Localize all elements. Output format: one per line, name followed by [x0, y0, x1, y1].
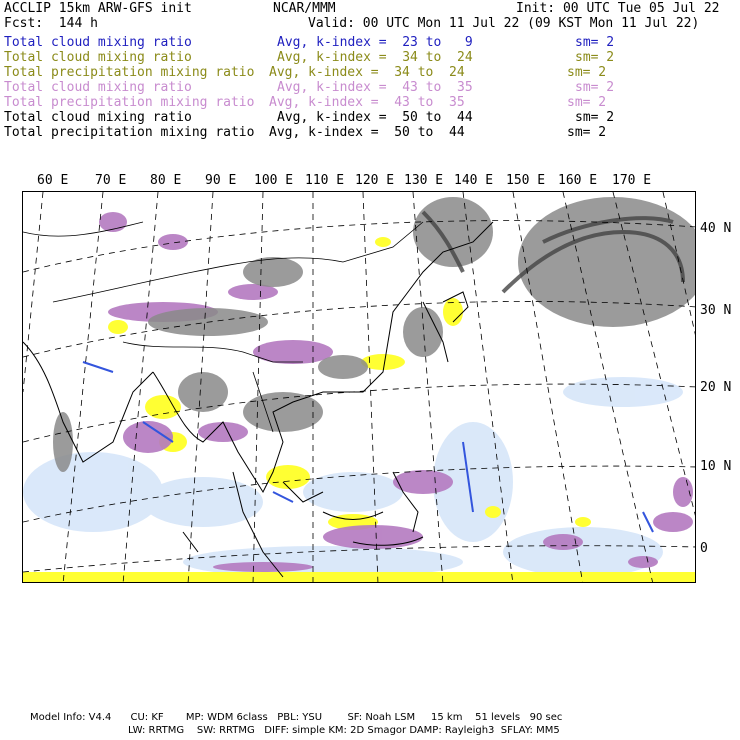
lon-label: 160 E — [558, 173, 598, 188]
lat-label: 20 N — [700, 380, 732, 395]
legend-avg: Avg, k-index = 34 to 24 — [277, 50, 473, 65]
lat-label: 10 N — [700, 459, 732, 474]
legend-avg: Avg, k-index = 43 to 35 — [269, 95, 465, 110]
lon-label: 150 E — [506, 173, 546, 188]
legend-name: Total cloud mixing ratio — [4, 50, 192, 65]
model-info-line1: Model Info: V4.4 CU: KF MP: WDM 6class PBL: YSU SF: Noah LSM 15 km 51 levels 90 sec — [30, 712, 563, 723]
lon-label: 110 E — [305, 173, 345, 188]
legend-name: Total precipitation mixing ratio — [4, 125, 255, 140]
model-info-line2: LW: RRTMG SW: RRTMG DIFF: simple KM: 2D Smagor DAMP: Rayleigh3 SFLAY: MM5 — [128, 725, 560, 736]
map-panel — [22, 191, 696, 583]
legend-sm: sm= 2 — [567, 125, 607, 140]
legend-avg: Avg, k-index = 50 to 44 — [269, 125, 465, 140]
lon-label: 100 E — [254, 173, 294, 188]
legend-name: Total precipitation mixing ratio — [4, 95, 255, 110]
lon-label: 170 E — [612, 173, 652, 188]
lon-label: 70 E — [95, 173, 127, 188]
legend-name: Total precipitation mixing ratio — [4, 65, 255, 80]
init-time: Init: 00 UTC Tue 05 Jul 22 — [516, 1, 720, 16]
forecast-map — [23, 192, 696, 583]
lon-label: 140 E — [454, 173, 494, 188]
legend-name: Total cloud mixing ratio — [4, 35, 192, 50]
lat-label: 30 N — [700, 303, 732, 318]
legend-sm: sm= 2 — [575, 80, 615, 95]
valid-time: Valid: 00 UTC Mon 11 Jul 22 (09 KST Mon 11 Jul 22) — [308, 16, 700, 31]
legend-sm: sm= 2 — [575, 35, 615, 50]
lon-label: 130 E — [404, 173, 444, 188]
legend-sm: sm= 2 — [567, 95, 607, 110]
lon-label: 120 E — [355, 173, 395, 188]
legend-avg: Avg, k-index = 23 to 9 — [277, 35, 473, 50]
legend-avg: Avg, k-index = 43 to 35 — [277, 80, 473, 95]
legend-name: Total cloud mixing ratio — [4, 80, 192, 95]
legend-avg: Avg, k-index = 50 to 44 — [277, 110, 473, 125]
legend-avg: Avg, k-index = 34 to 24 — [269, 65, 465, 80]
org-label: NCAR/MMM — [273, 1, 336, 16]
lon-label: 90 E — [205, 173, 237, 188]
legend-sm: sm= 2 — [575, 110, 615, 125]
lon-label: 80 E — [150, 173, 182, 188]
lat-label: 40 N — [700, 221, 732, 236]
legend-sm: sm= 2 — [575, 50, 615, 65]
legend-sm: sm= 2 — [567, 65, 607, 80]
forecast-hour: Fcst: 144 h — [4, 16, 98, 31]
model-title: ACCLIP 15km ARW-GFS init — [4, 1, 192, 16]
lon-label: 60 E — [37, 173, 69, 188]
lat-label: 0 — [700, 541, 708, 556]
legend-name: Total cloud mixing ratio — [4, 110, 192, 125]
